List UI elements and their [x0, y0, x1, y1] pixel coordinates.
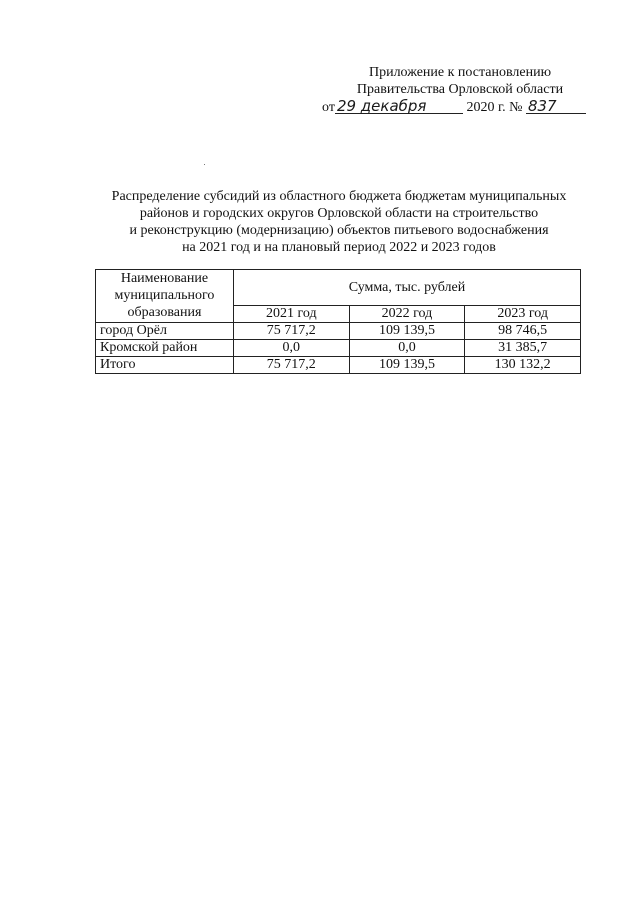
appendix-line-2: Правительства Орловской области	[356, 82, 564, 97]
title-line-1: Распределение субсидий из областного бюджета бюджетам муниципальных	[111, 189, 567, 204]
date-prefix: от	[322, 100, 335, 115]
year-header-2021: 2021 год	[233, 306, 349, 323]
title-line-2: районов и городских округов Орловской области на строительство	[139, 206, 539, 221]
row-value-2023: 31 385,7	[465, 340, 581, 357]
row-value-2022: 109 139,5	[349, 357, 465, 374]
row-value-2021: 0,0	[233, 340, 349, 357]
name-header-line-3: образования	[127, 305, 202, 320]
appendix-line-1: Приложение к постановлению	[368, 65, 552, 80]
row-name: город Орёл	[96, 323, 234, 340]
appendix-header	[310, 64, 610, 98]
year-header-2022: 2022 год	[349, 306, 465, 323]
row-value-2021: 75 717,2	[233, 357, 349, 374]
sum-column-header: Сумма, тыс. рублей	[233, 270, 580, 306]
name-header-line-2: муниципального	[114, 288, 215, 303]
handwritten-number: 837	[526, 99, 586, 114]
year-number-text: 2020 г. №	[466, 100, 523, 115]
row-value-2021: 75 717,2	[233, 323, 349, 340]
name-column-header	[96, 270, 234, 323]
row-value-2022: 109 139,5	[349, 323, 465, 340]
row-value-2023: 98 746,5	[465, 323, 581, 340]
title-line-4: на 2021 год и на плановый период 2022 и 2023 годов	[182, 240, 496, 255]
title-line-3: и реконструкцию (модернизацию) объектов питьевого водоснабжения	[129, 223, 549, 238]
subsidy-table	[95, 269, 581, 374]
document-title	[94, 188, 584, 256]
row-name: Кромской район	[96, 340, 234, 357]
row-name: Итого	[96, 357, 234, 374]
table-row	[96, 323, 581, 340]
row-value-2023: 130 132,2	[465, 357, 581, 374]
table-header-row	[96, 270, 581, 306]
handwritten-date: 29 декабря	[335, 99, 463, 114]
scan-speck	[204, 164, 205, 165]
row-value-2022: 0,0	[349, 340, 465, 357]
year-header-2023: 2023 год	[465, 306, 581, 323]
name-header-line-1: Наименование	[120, 271, 209, 286]
resolution-date-line	[322, 99, 612, 117]
table-row-total	[96, 357, 581, 374]
table-row	[96, 340, 581, 357]
